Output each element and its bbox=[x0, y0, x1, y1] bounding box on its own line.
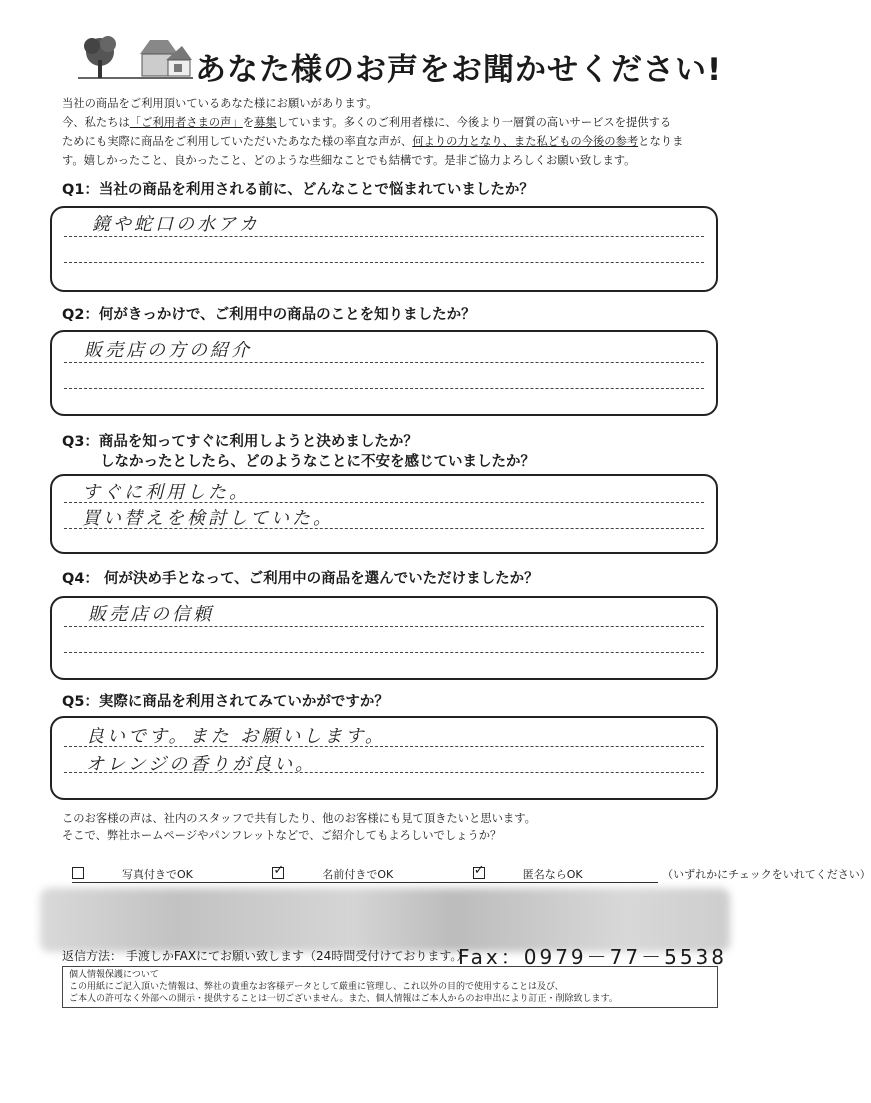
check-mark-icon: ✓ bbox=[273, 863, 285, 878]
question-3-sublabel: しなかったとしたら、どのようなことに不安を感じていましたか？ bbox=[100, 454, 535, 470]
answer-2-line-1: 販売店の方の紹介 bbox=[84, 340, 252, 361]
check-mark-icon: ✓ bbox=[473, 863, 485, 878]
question-5-label: Q5：実際に商品を利用されてみていかがですか？ bbox=[62, 694, 389, 710]
answer-box-1[interactable] bbox=[50, 206, 718, 292]
intro-line-3: ためにも実際に商品をご利用していただいたあなた様の率直な声が、何よりの力となり、また私どもの今後の参考となりま bbox=[62, 135, 684, 148]
intro-line-2: 今、私たちは「ご利用者さまの声」を募集しています。多くのご利用者様に、今後より一層質の高いサービスを提供する bbox=[62, 116, 672, 129]
question-1-label: Q1：当社の商品を利用される前に、どんなことで悩まれていましたか？ bbox=[62, 182, 534, 198]
consent-hint: （いずれかにチェックをいれてください） bbox=[662, 868, 871, 881]
consent-divider bbox=[72, 882, 658, 883]
option-name[interactable]: ✓ 名前付きでOK bbox=[273, 863, 394, 881]
consent-line-2: そこで、弊社ホームページやパンフレットなどで、ご紹介してもよろしいでしょうか？ bbox=[62, 829, 502, 842]
answer-4-line-1: 販売店の信頼 bbox=[88, 604, 214, 625]
reply-method: 返信方法： 手渡しかFAXにてお願い致します（24時間受付けております。） bbox=[62, 949, 469, 963]
answer-box-3[interactable] bbox=[50, 474, 718, 554]
privacy-line-1: この用紙にご記入頂いた情報は、弊社の貴重なお客様データとして厳重に管理し、これ以外の目的で使用することは及び、 bbox=[69, 982, 564, 992]
question-2-label: Q2：何がきっかけで、ご利用中の商品のことを知りましたか？ bbox=[62, 307, 476, 323]
consent-options bbox=[72, 863, 871, 882]
privacy-line-2: ご本人の許可なく外部への開示・提供することは一切ございません。また、個人情報はご本人からのお申出により訂正・削除致します。 bbox=[69, 994, 618, 1004]
fax-number: Fax：0979－77－5538 bbox=[458, 945, 728, 969]
intro-line-1: 当社の商品をご利用頂いているあなた様にお願いがあります。 bbox=[62, 97, 378, 110]
answer-1-line-1: 鏡や蛇口の水アカ bbox=[92, 214, 260, 235]
checkbox-anonymous[interactable] bbox=[473, 863, 485, 879]
privacy-notice bbox=[62, 966, 718, 1008]
consent-line-1: このお客様の声は、社内のスタッフで共有したり、他のお客様にも見て頂きたいと思います。 bbox=[62, 812, 536, 825]
option-photo[interactable]: 写真付きでOK bbox=[72, 866, 231, 882]
question-3-label: Q3：商品を知ってすぐに利用しようと決めましたか？ bbox=[62, 434, 418, 450]
answer-3-line-2: 買い替えを検討していた。 bbox=[82, 508, 334, 529]
answer-5-line-2: オレンジの香りが良い。 bbox=[86, 754, 317, 775]
intro-text bbox=[62, 94, 722, 170]
answer-5-line-1: 良いです。また お願いします。 bbox=[86, 726, 386, 747]
answer-3-line-1: すぐに利用した。 bbox=[82, 482, 250, 503]
question-4-label: Q4： 何が決め手となって、ご利用中の商品を選んでいただけましたか？ bbox=[62, 571, 539, 587]
page-title: あなた様のお声をお聞かせください! bbox=[195, 52, 723, 88]
checkbox-name[interactable] bbox=[272, 863, 285, 879]
option-anonymous[interactable]: ✓ 匿名ならOK bbox=[473, 863, 583, 881]
consent-text bbox=[62, 810, 536, 844]
answer-box-2[interactable] bbox=[50, 330, 718, 416]
privacy-heading: 個人情報保護について bbox=[69, 970, 159, 980]
checkbox-photo[interactable] bbox=[72, 867, 84, 879]
answer-box-5[interactable] bbox=[50, 716, 718, 800]
logo-tree-house-icon bbox=[78, 32, 193, 84]
answer-box-4[interactable] bbox=[50, 596, 718, 680]
intro-line-4: す。嬉しかったこと、良かったこと、どのような些細なことでも結構です。是非ご協力よろしくお願い致します。 bbox=[62, 154, 636, 167]
